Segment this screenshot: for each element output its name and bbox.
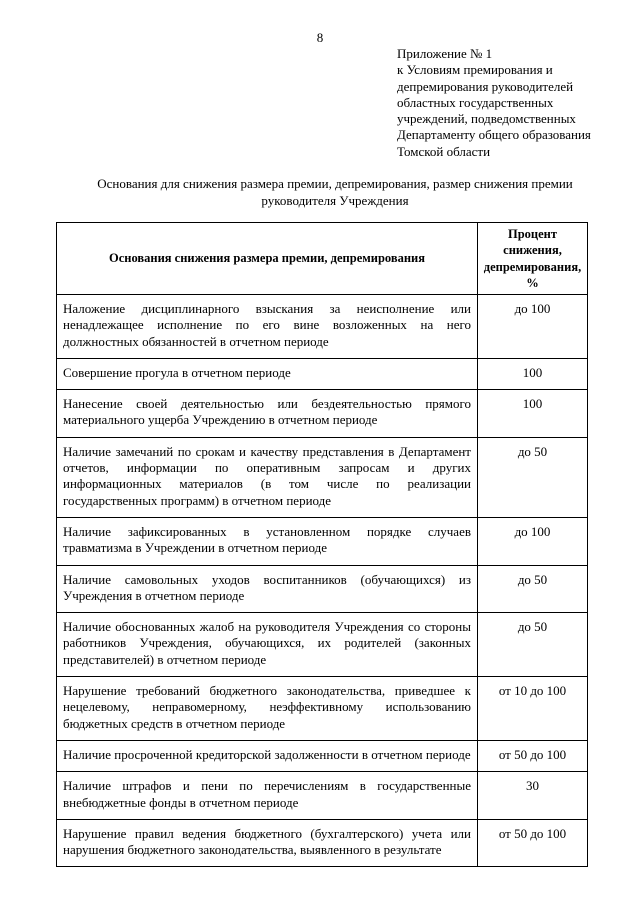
reason-cell: Наличие штрафов и пени по перечислениям в государственные внебюджетные фонды в отчетном периоде — [57, 772, 478, 820]
reason-cell: Наличие обоснованных жалоб на руководителя Учреждения со стороны работников Учреждения, обучающихся, их родителей (законных представителей) в отчетном периоде — [57, 613, 478, 677]
percent-cell: 100 — [478, 358, 588, 389]
reason-cell: Нанесение своей деятельностью или бездеятельностью прямого материального ущерба Учреждению в отчетном периоде — [57, 390, 478, 438]
header-reason: Основания снижения размера премии, депремирования — [57, 223, 478, 295]
table-header-row — [57, 223, 588, 295]
table-row — [57, 677, 588, 741]
page-number: 8 — [316, 30, 324, 45]
table-row — [57, 358, 588, 389]
reason-cell: Наложение дисциплинарного взыскания за неисполнение или ненадлежащее исполнение по его вине возложенных на него должностных обязанностей в отчетном периоде — [57, 295, 478, 359]
document-title-line: руководителя Учреждения — [261, 192, 409, 208]
percent-cell: от 50 до 100 — [478, 819, 588, 867]
table-row — [57, 517, 588, 565]
document-title — [40, 176, 630, 209]
reason-cell: Совершение прогула в отчетном периоде — [57, 358, 478, 389]
percent-cell: до 100 — [478, 517, 588, 565]
table-row — [57, 437, 588, 517]
percent-cell: до 50 — [478, 613, 588, 677]
appendix-line: областных государственных — [397, 94, 554, 110]
table-row — [57, 772, 588, 820]
table-row — [57, 295, 588, 359]
percent-cell: от 50 до 100 — [478, 740, 588, 771]
appendix-line: учреждений, подведомственных — [397, 111, 576, 127]
percent-cell: от 10 до 100 — [478, 677, 588, 741]
reason-cell: Наличие самовольных уходов воспитанников (обучающихся) из Учреждения в отчетном периоде — [57, 565, 478, 613]
percent-cell: 100 — [478, 390, 588, 438]
percent-cell: 30 — [478, 772, 588, 820]
percent-cell: до 50 — [478, 565, 588, 613]
appendix-line: Приложение № 1 — [397, 46, 493, 61]
document-title-line: Основания для снижения размера премии, депремирования, размер снижения премии — [97, 176, 573, 191]
reason-cell: Наличие зафиксированных в установленном порядке случаев травматизма в Учреждении в отчетном периоде — [57, 517, 478, 565]
appendix-line: депремирования руководителей — [397, 78, 574, 94]
table-row — [57, 740, 588, 771]
reason-cell: Наличие просроченной кредиторской задолженности в отчетном периоде — [57, 740, 478, 771]
table-row — [57, 613, 588, 677]
percent-cell: до 100 — [478, 295, 588, 359]
percent-cell: до 50 — [478, 437, 588, 517]
appendix-note — [397, 46, 627, 160]
table-row — [57, 390, 588, 438]
appendix-line: Департаменту общего образования — [397, 127, 591, 143]
table-row — [57, 565, 588, 613]
appendix-line: Томской области — [397, 143, 491, 159]
reason-cell: Наличие замечаний по срокам и качеству представления в Департамент отчетов, информации по оперативным запросам и других информационных материалов (в том числе по реализации государственных программ) в отчетном периоде — [57, 437, 478, 517]
reason-cell: Нарушение требований бюджетного законодательства, приведшее к нецелевому, неправомерному, неэффективному использованию бюджетных средств в отчетном периоде — [57, 677, 478, 741]
table-row — [57, 819, 588, 867]
appendix-line: к Условиям премирования и — [397, 62, 553, 78]
reduction-reasons-table — [56, 222, 588, 867]
header-percent: Процент снижения, депремирования, % — [478, 223, 588, 295]
reason-cell: Нарушение правил ведения бюджетного (бухгалтерского) учета или нарушения бюджетного законодательства, выявленного в результате — [57, 819, 478, 867]
